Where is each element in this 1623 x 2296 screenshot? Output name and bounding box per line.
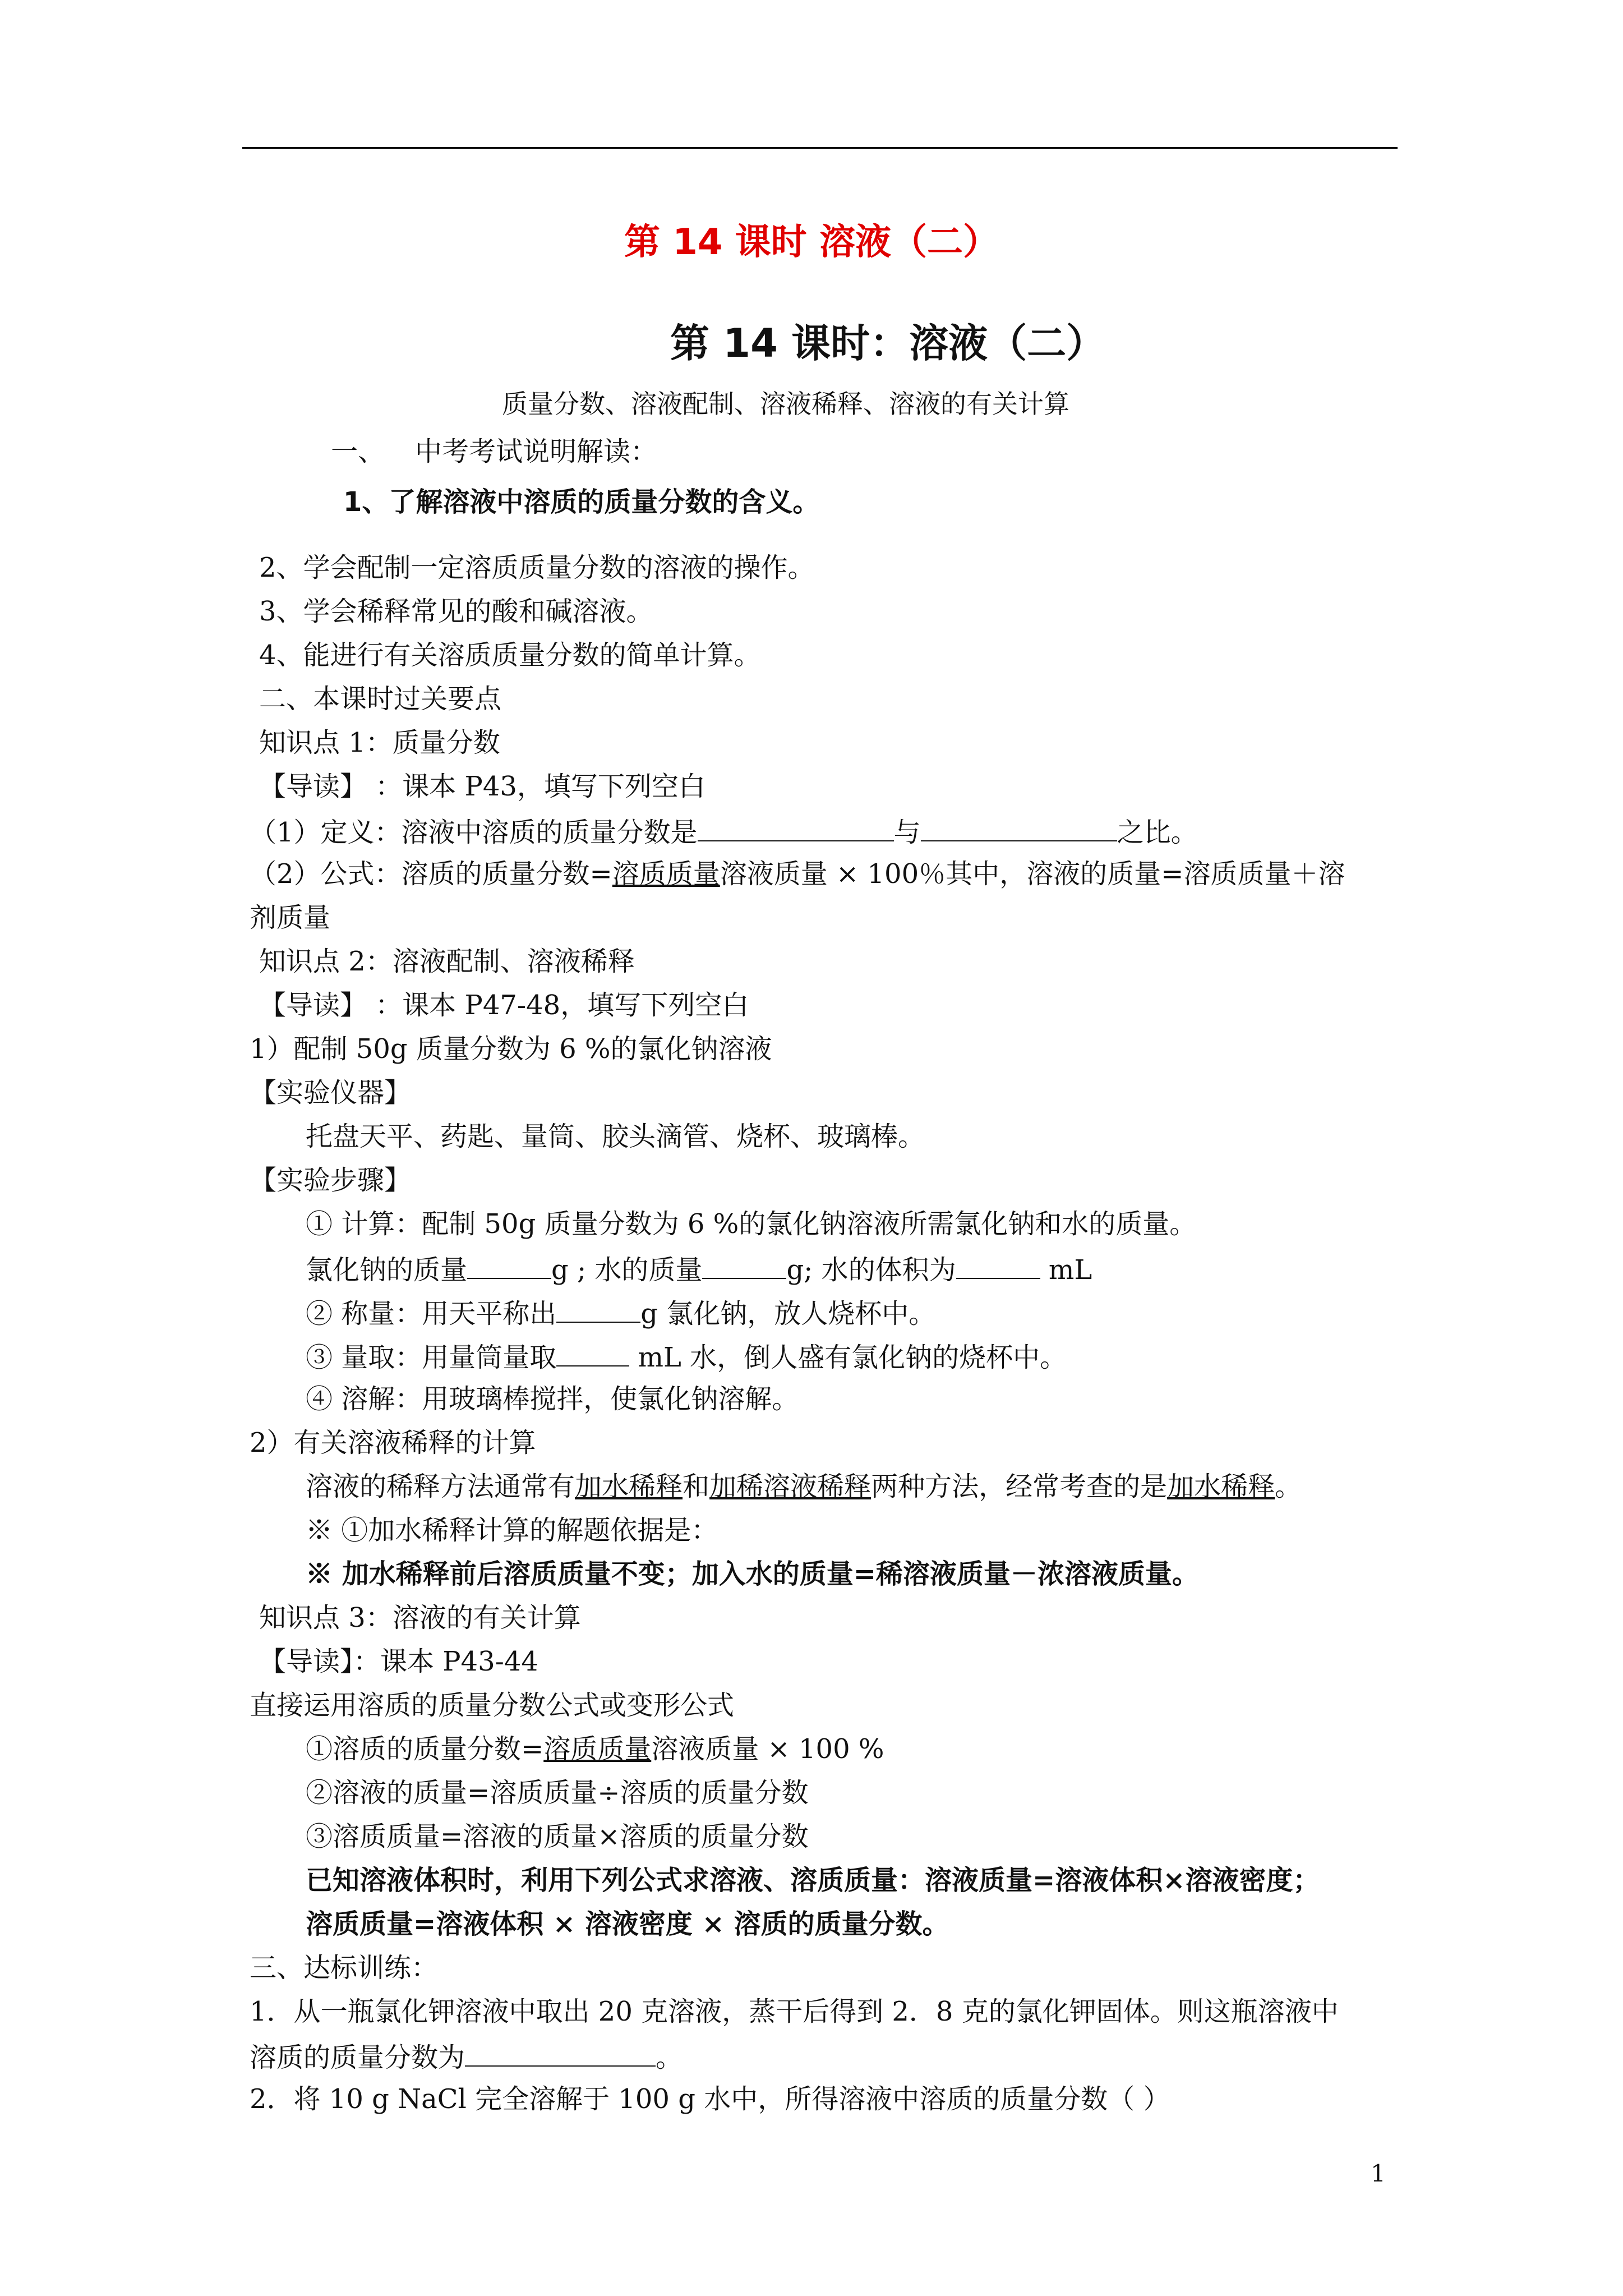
kp2-item1: 1）配制 50g 质量分数为 6 %的氯化钠溶液 bbox=[250, 1033, 772, 1065]
page-title-red: 第 14 课时 溶液（二） bbox=[624, 222, 999, 263]
q1-answer-blank[interactable] bbox=[465, 2041, 656, 2067]
note-1: ※ ①加水稀释计算的解题依据是： bbox=[306, 1515, 718, 1546]
step-2 bbox=[306, 1297, 935, 1329]
dil-text-d: 。 bbox=[1275, 1471, 1302, 1502]
section1-heading bbox=[331, 430, 657, 468]
question-1-line2 bbox=[250, 2041, 683, 2073]
formula-1 bbox=[306, 1734, 884, 1764]
kp3-guide: 【导读】：课本 P43-44 bbox=[259, 1646, 538, 1677]
definition-text-c: 之比。 bbox=[1117, 817, 1198, 848]
dilution-methods bbox=[306, 1472, 1302, 1502]
instruments-title: 【实验仪器】 bbox=[250, 1077, 412, 1108]
q1-text-a: 溶质的质量分数为 bbox=[250, 2042, 465, 2073]
kp1-title: 知识点 1：质量分数 bbox=[259, 727, 500, 758]
section3-heading: 三、达标训练： bbox=[250, 1952, 439, 1984]
step-1-blanks bbox=[306, 1253, 1092, 1285]
definition-blank-2[interactable] bbox=[921, 816, 1117, 841]
formula-text-b: 溶液质量 × 100％其中，溶液的质量=溶质质量＋溶 bbox=[720, 858, 1345, 890]
formula-underlined: 溶质质量 bbox=[612, 858, 720, 890]
f1-text-a: ①溶质的质量分数= bbox=[306, 1733, 544, 1765]
nacl-mass-blank[interactable] bbox=[467, 1253, 551, 1279]
definition-blank-1[interactable] bbox=[698, 816, 894, 841]
instruments-list: 托盘天平、药匙、量筒、胶头滴管、烧杯、玻璃棒。 bbox=[306, 1121, 925, 1152]
formula-text-a: （2）公式：溶质的质量分数= bbox=[250, 858, 612, 890]
step3-text-b: mL 水，倒人盛有氯化钠的烧杯中。 bbox=[629, 1342, 1067, 1373]
step-3 bbox=[306, 1341, 1067, 1373]
f1-underlined: 溶质质量 bbox=[543, 1733, 652, 1765]
page-number: 1 bbox=[1371, 2160, 1386, 2187]
section2-heading: 二、本课时过关要点 bbox=[259, 683, 502, 715]
kp1-guide: 【导读】 ：课本 P43，填写下列空白 bbox=[259, 771, 706, 802]
objective-2: 2、学会配制一定溶质质量分数的溶液的操作。 bbox=[259, 552, 815, 583]
step1-text-a: 氯化钠的质量 bbox=[306, 1254, 468, 1286]
kp1-definition bbox=[250, 816, 1198, 848]
kp1-formula-cont: 剂质量 bbox=[250, 902, 331, 933]
kp2-item2: 2）有关溶液稀释的计算 bbox=[250, 1427, 536, 1458]
section1-label: 中考考试说明解读： bbox=[415, 436, 658, 467]
bold-formula-2: 溶质质量=溶液体积 × 溶液密度 × 溶质的质量分数。 bbox=[306, 1908, 949, 1940]
definition-text-b: 与 bbox=[893, 817, 921, 848]
top-rule bbox=[242, 147, 1398, 149]
step-1: ① 计算：配制 50g 质量分数为 6 %的氯化钠溶液所需氯化钠和水的质量。 bbox=[306, 1208, 1197, 1240]
dil-text-b: 和 bbox=[683, 1471, 710, 1502]
kp2-guide: 【导读】 ：课本 P47-48，填写下列空白 bbox=[259, 990, 749, 1021]
page-subtitle: 质量分数、溶液配制、溶液稀释、溶液的有关计算 bbox=[502, 389, 1069, 419]
measure-blank[interactable] bbox=[556, 1341, 629, 1366]
step2-text-b: g 氯化钠，放人烧杯中。 bbox=[640, 1298, 936, 1329]
step2-text-a: ② 称量：用天平称出 bbox=[306, 1298, 557, 1329]
step1-text-d: mL bbox=[1040, 1254, 1092, 1286]
question-1-line1: 1．从一瓶氯化钾溶液中取出 20 克溶液，蒸干后得到 2．8 克的氯化钾固体。则这瓶溶液中 bbox=[250, 1996, 1339, 2027]
step-4: ④ 溶解：用玻璃棒搅拌，使氯化钠溶解。 bbox=[306, 1383, 799, 1415]
formula-3: ③溶质质量=溶液的质量×溶质的质量分数 bbox=[306, 1821, 809, 1852]
dil-underlined-1: 加水稀释 bbox=[575, 1471, 683, 1502]
section1-number: 一、 bbox=[331, 436, 385, 467]
step3-text-a: ③ 量取：用量筒量取 bbox=[306, 1342, 557, 1373]
steps-title: 【实验步骤】 bbox=[250, 1165, 412, 1196]
dil-text-a: 溶液的稀释方法通常有 bbox=[306, 1471, 575, 1502]
question-2: 2．将 10 g NaCl 完全溶解于 100 g 水中，所得溶液中溶质的质量分数（ ） bbox=[250, 2083, 1170, 2115]
definition-text-a: （1）定义：溶液中溶质的质量分数是 bbox=[250, 817, 698, 848]
dil-underlined-3: 加水稀释 bbox=[1167, 1471, 1275, 1502]
objective-3: 3、学会稀释常见的酸和碱溶液。 bbox=[259, 596, 653, 627]
kp3-title: 知识点 3：溶液的有关计算 bbox=[259, 1602, 581, 1634]
kp2-title: 知识点 2：溶液配制、溶液稀释 bbox=[259, 946, 635, 977]
water-volume-blank[interactable] bbox=[956, 1253, 1040, 1279]
objective-4: 4、能进行有关溶质质量分数的简单计算。 bbox=[259, 639, 761, 671]
q1-text-b: 。 bbox=[656, 2042, 683, 2073]
step1-text-b: g ; 水的质量 bbox=[551, 1254, 703, 1286]
note-2: ※ 加水稀释前后溶质质量不变；加入水的质量=稀溶液质量－浓溶液质量。 bbox=[306, 1558, 1199, 1590]
formula-2: ②溶液的质量=溶质质量÷溶质的质量分数 bbox=[306, 1777, 809, 1809]
kp1-formula bbox=[250, 859, 1345, 889]
dil-text-c: 两种方法，经常考查的是 bbox=[871, 1471, 1168, 1502]
weigh-blank[interactable] bbox=[556, 1297, 640, 1323]
kp3-intro: 直接运用溶质的质量分数公式或变形公式 bbox=[250, 1690, 735, 1721]
dil-underlined-2: 加稀溶液稀释 bbox=[709, 1471, 872, 1502]
objective-1: 1、了解溶液中溶质的质量分数的含义。 bbox=[343, 486, 820, 518]
page-title-black: 第 14 课时：溶液（二） bbox=[670, 320, 1106, 366]
f1-text-b: 溶液质量 × 100 % bbox=[651, 1733, 884, 1765]
water-mass-blank[interactable] bbox=[702, 1253, 786, 1279]
bold-formula-1: 已知溶液体积时，利用下列公式求溶液、溶质质量：溶液质量=溶液体积×溶液密度； bbox=[306, 1865, 1320, 1896]
step1-text-c: g; 水的体积为 bbox=[786, 1254, 956, 1286]
